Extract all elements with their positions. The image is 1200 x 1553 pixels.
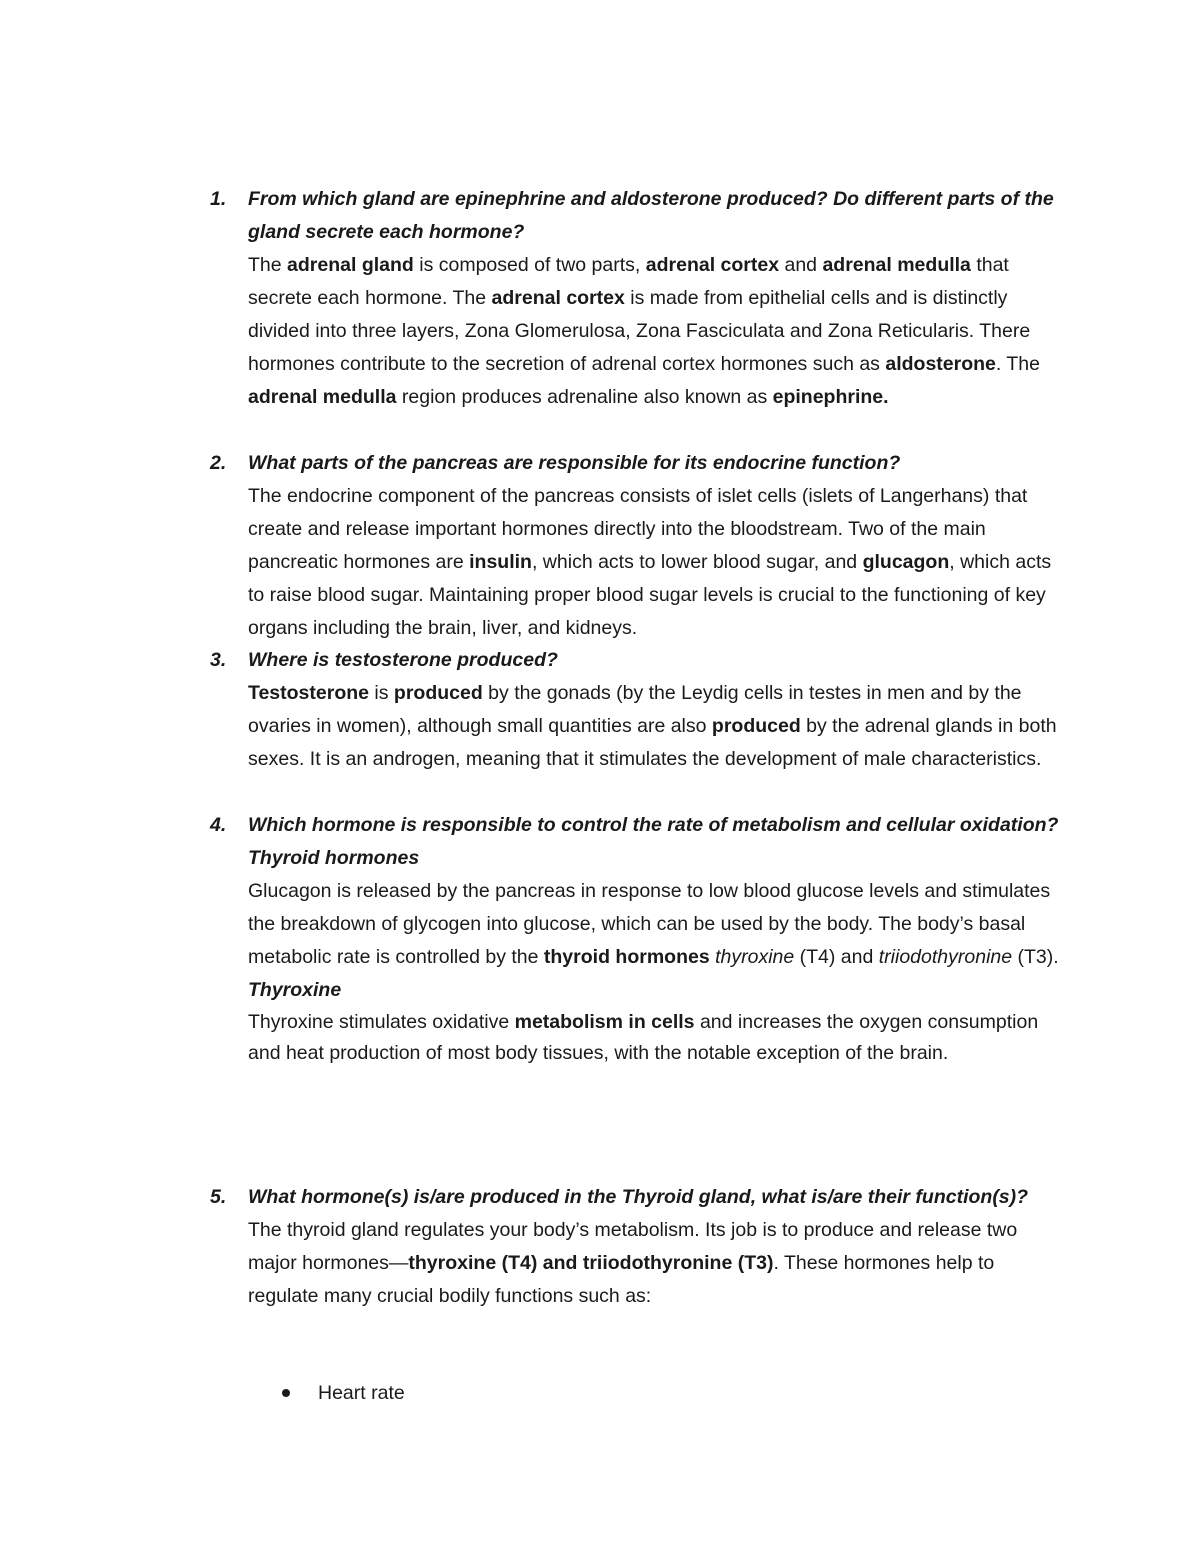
question-item-3: [210, 644, 1070, 776]
question-item-2: [210, 447, 1070, 645]
answer-text: Testosterone is produced by the gonads (by the Leydig cells in testes in men and by the ovaries in women), although small quantities are also produced by the adrenal glands in both sexes. It is an androgen, meaning that it stimulates the development of male characteristics.: [248, 682, 1057, 770]
answer-text: The adrenal gland is composed of two parts, adrenal cortex and adrenal medulla that secrete each hormone. The adrenal cortex is made from epithelial cells and is distinctly divided into three layers, Zona Glomerulosa, Zona Fasciculata and Zona Reticularis. There hormones contribute to the secretion of adrenal cortex hormones such as aldosterone. The adrenal medulla region produces adrenaline also known as epinephrine.: [248, 254, 1040, 408]
answer-text: Glucagon is released by the pancreas in response to low blood glucose levels and stimulates the breakdown of glycogen into glucose, which can be used by the body. The body’s basal metabolic rate is controlled by the thyroid hormones thyroxine (T4) and triiodothyronine (T3).: [248, 880, 1059, 968]
question-number: 2.: [210, 452, 227, 474]
answer-text: The endocrine component of the pancreas consists of islet cells (islets of Langerhans) that create and release important hormones directly into the bloodstream. Two of the main pancreatic hormones are insulin, which acts to lower blood sugar, and glucagon, which acts to raise blood sugar. Maintaining proper blood sugar levels is crucial to the functioning of key organs including the brain, liver, and kidneys.: [248, 485, 1052, 639]
question-item-4: [210, 809, 1070, 1069]
question-number: 5.: [210, 1186, 227, 1208]
answer-text-2: Thyroxine stimulates oxidative metabolism in cells and increases the oxygen consumption and heat production of most body tissues, with the notable exception of the brain.: [248, 1011, 1039, 1064]
question-text: Which hormone is responsible to control the rate of metabolism and cellular oxidation?: [248, 814, 1059, 836]
subheading-thyroid-hormones: Thyroid hormones: [248, 847, 420, 869]
question-text: From which gland are epinephrine and aldosterone produced? Do different parts of the gland secrete each hormone?: [248, 188, 1054, 243]
question-text: What hormone(s) is/are produced in the Thyroid gland, what is/are their function(s)?: [248, 1186, 1029, 1208]
subheading-thyroxine: Thyroxine: [248, 979, 342, 1001]
question-number: 3.: [210, 649, 227, 671]
bullet-text: Heart rate: [318, 1382, 405, 1404]
question-number: 1.: [210, 188, 227, 210]
question-text: What parts of the pancreas are responsible for its endocrine function?: [248, 452, 901, 474]
question-text: Where is testosterone produced?: [248, 649, 558, 671]
question-item-5: [210, 1181, 1070, 1313]
question-number: 4.: [210, 814, 227, 836]
answer-text: The thyroid gland regulates your body’s metabolism. Its job is to produce and release two major hormones—thyroxine (T4) and triiodothyronine (T3). These hormones help to regulate many crucial bodily functions such as:: [248, 1219, 1018, 1307]
question-item-1: [210, 183, 1070, 414]
bullet-icon: [282, 1389, 290, 1397]
